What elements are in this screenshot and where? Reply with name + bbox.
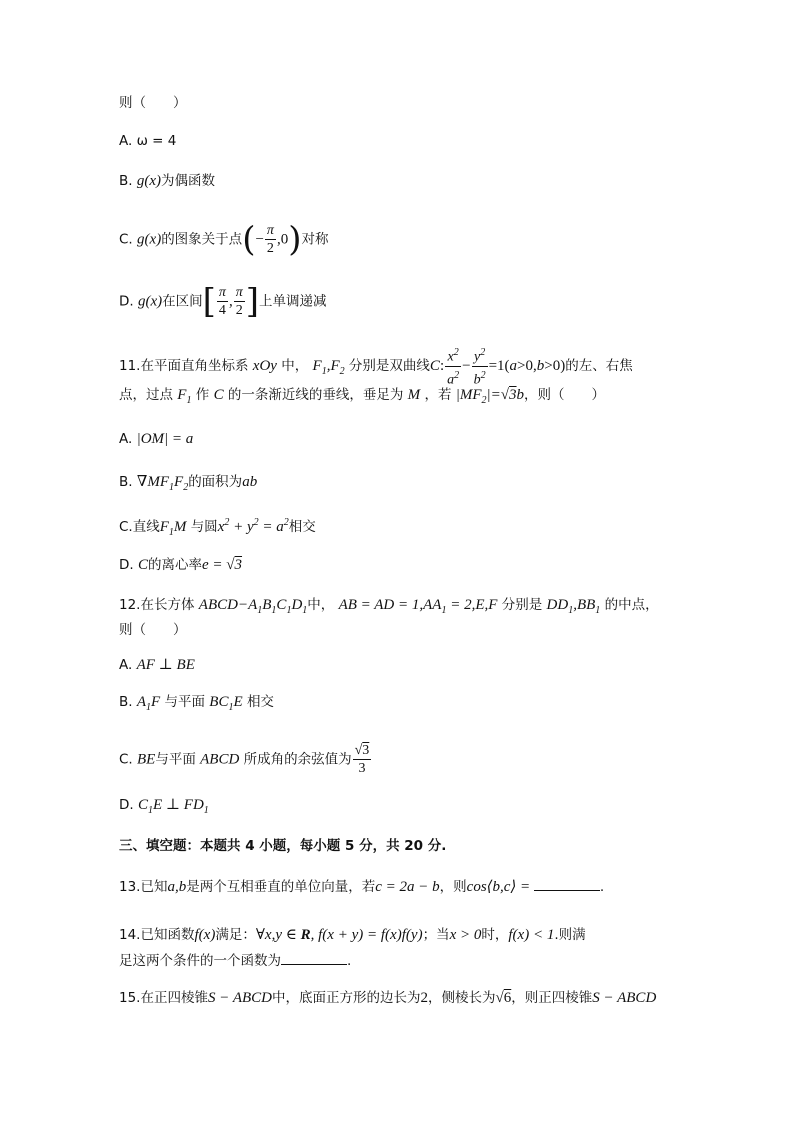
q12-option-b xyxy=(119,691,274,719)
q10-option-c xyxy=(119,219,329,260)
math-f1m: $F_1M$ xyxy=(159,519,187,538)
math-vectors-ab: a,b xyxy=(167,879,187,895)
q10-stem xyxy=(119,92,187,114)
option-label: C. xyxy=(119,231,133,248)
q14-text: ；当 xyxy=(422,927,450,943)
q15 xyxy=(119,987,656,1009)
option-text: 与平面 xyxy=(155,751,196,768)
math-c: C xyxy=(429,358,440,375)
math-conditions: AB = AD = $1,AA_1 = 2,E,F$ xyxy=(338,597,498,616)
math-c-def: c = 2a − b xyxy=(375,879,440,895)
math-fraction: $\frac{x^2}{a^2}$ xyxy=(445,344,461,388)
math-functional-eq: ∀x,y ∈ R, f(x + y) = f(x)f(y) xyxy=(255,927,423,943)
option-text: 上单调递减 xyxy=(258,293,327,310)
math-a1f: $A_1F$ xyxy=(136,694,161,713)
option-text: 所成角的余弦值为 xyxy=(243,751,352,768)
q11-text: 中， xyxy=(281,358,309,375)
math-c: C xyxy=(213,387,224,403)
option-label: B. xyxy=(119,173,133,189)
math-fraction: $\frac{√3}{3}$ xyxy=(354,743,370,776)
math-bc1e: $BC_1E$ xyxy=(209,694,243,713)
q12-option-a xyxy=(119,654,195,676)
math-mf2: $|MF_2|=√3b$ xyxy=(455,387,525,406)
option-label: C. xyxy=(119,751,133,768)
math-om: |OM| = a xyxy=(136,431,194,447)
q14-text: 满足： xyxy=(215,927,256,943)
math-comma-zero: ,0 xyxy=(276,231,289,248)
math-g-x: g(x) xyxy=(137,293,163,310)
q10-option-a-text: A. ω = 4 xyxy=(119,133,177,149)
option-label: B. xyxy=(119,694,133,710)
q11-text: ，则（ ） xyxy=(524,387,606,403)
q12-option-c xyxy=(119,742,372,777)
math-fraction: $\frac{\pi}{4}$ xyxy=(218,285,226,318)
q10-option-a xyxy=(119,130,176,152)
math-fraction: $\frac{\pi}{2}$ xyxy=(235,285,243,318)
q12-stem-line1 xyxy=(119,594,659,622)
option-text: 的离心率 xyxy=(148,557,202,573)
math-pyramid: S − ABCD xyxy=(207,990,273,1006)
q11-stem-line1: 11.在平面直角坐标系 xOy 中， $F_1,F_2$ 分别是双曲线C: $\frac{x^2}{a^2}$ − $\frac{y^2}{b^2}$ =1(a>0,b>0)的左、右焦 xyxy=(119,344,633,388)
q11-text: 分别是双曲线 xyxy=(348,358,430,375)
q14-line2 xyxy=(119,950,351,972)
q12-text: 12.在长方体 xyxy=(119,597,195,613)
option-text: 对称 xyxy=(301,231,329,248)
q14-text: . xyxy=(347,953,352,969)
math-fx: f(x) xyxy=(194,927,216,943)
math-foci: $F_1,F_2$ xyxy=(312,358,345,378)
math-c1e-perp-fd1: $C_1E$ ⊥ $FD_1$ xyxy=(137,797,209,816)
answer-blank[interactable] xyxy=(281,950,347,965)
math-fraction: $\frac{y^2}{b^2}$ xyxy=(472,344,488,388)
answer-blank[interactable] xyxy=(534,876,600,891)
q12-text: 的中点， xyxy=(604,597,659,613)
math-ab: ab xyxy=(242,474,258,490)
math-fx-lt-1: f(x) < 1 xyxy=(508,927,555,943)
math-xoy: xOy xyxy=(252,358,277,375)
math-minus: − xyxy=(255,231,264,248)
option-label: D. xyxy=(119,293,134,310)
math-pyramid: S − ABCD xyxy=(592,990,657,1006)
math-triangle: $\nabla MF_1F_2$ xyxy=(136,474,189,493)
q12-text: 分别是 xyxy=(501,597,543,613)
q12-option-d xyxy=(119,794,209,822)
q10-stem-text: 则（ ） xyxy=(119,95,187,111)
q11-text: 点，过点 xyxy=(119,387,173,403)
math-g-x: g(x) xyxy=(136,173,162,189)
math-e: e = √3 xyxy=(202,557,243,573)
math-m: M xyxy=(407,387,421,403)
math-af-perp-be: AF ⊥ BE xyxy=(136,657,195,673)
math-f1: $F_1$ xyxy=(177,387,192,406)
q11-text: 11.在平面直角坐标系 xyxy=(119,358,249,375)
option-text: 为偶函数 xyxy=(161,173,216,189)
q11-text: 的左、右焦 xyxy=(565,358,633,375)
q15-text: ，侧棱长为 xyxy=(428,990,496,1006)
option-label: D. xyxy=(119,557,134,573)
option-text: 与圆 xyxy=(190,519,218,535)
q11-text: 作 xyxy=(195,387,210,403)
q13-text: ，则 xyxy=(439,879,467,895)
q14-text: 足这两个条件的一个函数为 xyxy=(119,953,281,969)
q11-option-d xyxy=(119,554,242,576)
math-hyperbola-cond: =1(a>0,b>0) xyxy=(488,358,566,375)
math-be: BE xyxy=(137,751,156,768)
q12-stem-line2 xyxy=(119,619,187,641)
math-bracket: [ xyxy=(202,281,216,322)
q14-line1 xyxy=(119,924,586,946)
q13 xyxy=(119,876,604,898)
math-g-x: g(x) xyxy=(137,231,162,248)
option-label: A. xyxy=(119,431,133,447)
q11-stem-line2 xyxy=(119,384,605,412)
math-sqrt6: √6 xyxy=(495,990,512,1006)
option-label: D. xyxy=(119,797,134,813)
math-c: C xyxy=(137,557,148,573)
q10-option-d: D. g(x)在区间[ $\frac{\pi}{4}$ , $\frac{\pi}{2}$ ]上单调递减 xyxy=(119,281,327,322)
q11-option-a xyxy=(119,428,193,450)
q11-text: ，若 xyxy=(424,387,452,403)
section-heading-text: 三、填空题：本题共 4 小题，每小题 5 分，共 20 分. xyxy=(119,838,447,854)
q14-text: 时， xyxy=(481,927,509,943)
q13-text: 是两个互相垂直的单位向量，若 xyxy=(186,879,376,895)
math-abcd: ABCD xyxy=(200,751,240,768)
math-paren: ) xyxy=(288,219,302,260)
option-label: A. xyxy=(119,657,133,673)
q11-text: 的一条渐近线的垂线，垂足为 xyxy=(227,387,404,403)
math-edges: $DD_1,BB_1$ xyxy=(546,597,601,616)
q12-text: 则（ ） xyxy=(119,622,187,638)
option-text: 相交 xyxy=(288,519,316,535)
q13-text: . xyxy=(599,879,605,895)
option-text: 相交 xyxy=(246,694,274,710)
q14-text: 14.已知函数 xyxy=(119,927,195,943)
math-paren: ( xyxy=(242,219,256,260)
q12-text: 中， xyxy=(307,597,335,613)
option-text: 的图象关于点 xyxy=(161,231,243,248)
math-two: 2 xyxy=(420,990,429,1006)
option-text: 的面积为 xyxy=(188,474,243,490)
q11-option-b xyxy=(119,471,257,499)
section-heading xyxy=(119,835,446,857)
math-circle: $x^2 + y^2 = a^2$ xyxy=(217,517,289,535)
q14-text: .则满 xyxy=(554,927,586,943)
math-cuboid: $ABCD-A_1B_1C_1D_1$ xyxy=(198,597,308,616)
option-label: C.直线 xyxy=(119,519,160,535)
q15-text: 中，底面正方形的边长为 xyxy=(272,990,421,1006)
math-fraction: $\frac{\pi}{2}$ xyxy=(266,223,274,256)
q11-option-c xyxy=(119,512,316,544)
math-x-gt-0: x > 0 xyxy=(449,927,482,943)
math-cos: cos⟨b,c⟩ = xyxy=(466,879,534,895)
option-text: 与平面 xyxy=(164,694,205,710)
option-label: B. xyxy=(119,474,133,490)
option-text: 在区间 xyxy=(162,293,203,310)
q13-text: 13.已知 xyxy=(119,879,168,895)
q15-text: ，则正四棱锥 xyxy=(511,990,593,1006)
q15-text: 15.在正四棱锥 xyxy=(119,990,208,1006)
q10-option-b xyxy=(119,170,215,192)
math-bracket: ] xyxy=(245,281,259,322)
